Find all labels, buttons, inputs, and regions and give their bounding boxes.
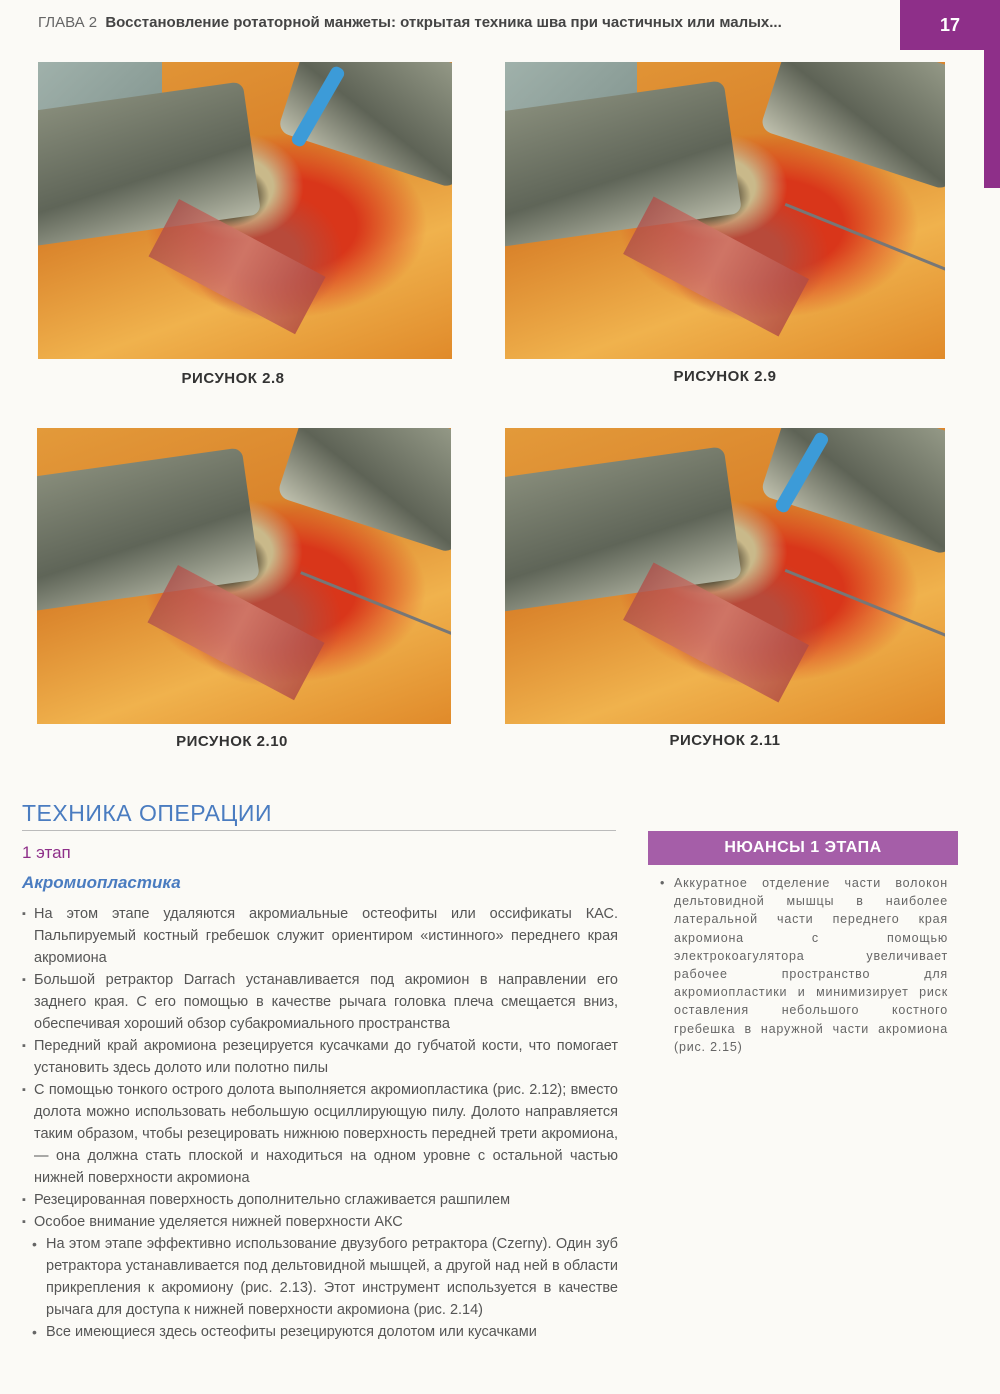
stage-heading: 1 этап xyxy=(22,843,71,862)
figure-caption: РИСУНОК 2.9 xyxy=(673,368,777,385)
list-item: ▪ С помощью тонкого острого долота выполняется акромиопластика (рис. 2.12); вместо долота можно использовать небольшую осциллирующую пилу. Долото направляется таким образом, чтобы резецировать нижнюю поверхность передней трети акромиона, — она должна стать плоской и находиться на одном уровне с остальной частью нижней поверхности акромиона xyxy=(22,1079,618,1189)
figure-caption: РИСУНОК 2.8 xyxy=(181,370,285,387)
procedure-steps-list xyxy=(22,903,618,1343)
sub-list-item: • Все имеющиеся здесь остеофиты резецируются долотом или кусачками xyxy=(22,1321,618,1343)
subsection-heading: Акромиопластика xyxy=(22,873,181,892)
page-number: 17 xyxy=(900,0,1000,50)
figure-caption: РИСУНОК 2.10 xyxy=(176,733,288,750)
list-item: ▪ Передний край акромиона резецируется кусачками до губчатой кости, что помогает установить здесь долото или полотно пилы xyxy=(22,1035,618,1079)
section-title: ТЕХНИКА ОПЕРАЦИИ xyxy=(22,800,272,826)
chapter-label: ГЛАВА 2 xyxy=(38,14,98,31)
side-accent-bar xyxy=(984,50,1000,188)
running-head xyxy=(38,14,782,31)
list-item: ▪ Большой ретрактор Darrach устанавливается под акромион в направлении его заднего края. С его помощью в качестве рычага головка плеча смещается вниз, обеспечивая хороший обзор субакромиального пространства xyxy=(22,969,618,1035)
list-item: ▪ Резецированная поверхность дополнительно сглаживается рашпилем xyxy=(22,1189,618,1211)
list-item: ▪ На этом этапе удаляются акромиальные остеофиты или оссификаты КАС. Пальпируемый костный гребешок служит ориентиром «истинного» переднего края акромиона xyxy=(22,903,618,969)
nuances-heading: НЮАНСЫ 1 ЭТАПА xyxy=(648,831,958,865)
figure-2-9-photo xyxy=(505,62,945,359)
list-item: ▪ Особое внимание уделяется нижней поверхности АКС xyxy=(22,1211,618,1233)
section-divider xyxy=(22,830,616,831)
figure-2-8-photo xyxy=(38,62,452,359)
sub-list-item: • На этом этапе эффективно использование двузубого ретрактора (Czerny). Один зуб ретрактора устанавливается под дельтовидной мышцей, а другой над ней в области прикрепления к акромиону (рис. 2.13). Этот инструмент используется в качестве рычага для доступа к нижней поверхности акромиона (рис. 2.14) xyxy=(22,1233,618,1321)
chapter-title: Восстановление ротаторной манжеты: открытая техника шва при частичных или малых... xyxy=(105,14,782,31)
list-item: • Аккуратное отделение части волокон дельтовидной мышцы в наиболее латеральной части переднего края акромиона с помощью электрокоагулятора увеличивает рабочее пространство для акромиопластики и минимизирует риск оставления небольшого костного гребешка в наружной части акромиона (рис. 2.15) xyxy=(660,874,948,1056)
figure-2-11-photo xyxy=(505,428,945,724)
figure-2-10-photo xyxy=(37,428,451,724)
figure-caption: РИСУНОК 2.11 xyxy=(669,732,781,749)
nuances-list xyxy=(660,874,948,1056)
page-header xyxy=(0,0,1000,50)
